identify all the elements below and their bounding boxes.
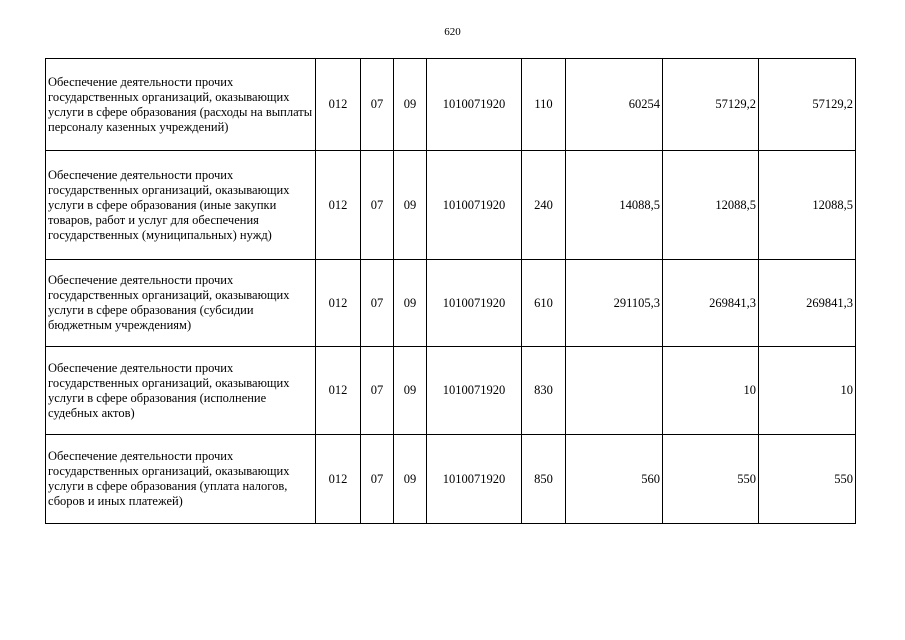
- amount-1-cell: 560: [566, 435, 663, 524]
- subsection-code-cell: 09: [394, 260, 427, 347]
- amount-1-cell: 14088,5: [566, 151, 663, 260]
- amount-2-cell: 12088,5: [663, 151, 759, 260]
- table-row: [46, 151, 856, 260]
- section-code-cell: 07: [361, 59, 394, 151]
- page-number: 620: [444, 26, 461, 38]
- target-article-cell: 1010071920: [427, 347, 522, 435]
- expense-type-cell: 240: [522, 151, 566, 260]
- expense-type-cell: 110: [522, 59, 566, 151]
- amount-1-cell: 60254: [566, 59, 663, 151]
- subsection-code-cell: 09: [394, 347, 427, 435]
- target-article-cell: 1010071920: [427, 435, 522, 524]
- description-cell: Обеспечение деятельности прочих государственных организаций, оказывающих услуги в сфере образования (субсидии бюджетным учреждениям): [46, 260, 316, 347]
- ministry-code-cell: 012: [316, 435, 361, 524]
- section-code-cell: 07: [361, 151, 394, 260]
- amount-2-cell: 10: [663, 347, 759, 435]
- subsection-code-cell: 09: [394, 151, 427, 260]
- amount-3-cell: 57129,2: [759, 59, 856, 151]
- target-article-cell: 1010071920: [427, 260, 522, 347]
- expense-type-cell: 830: [522, 347, 566, 435]
- description-cell: Обеспечение деятельности прочих государственных организаций, оказывающих услуги в сфере образования (уплата налогов, сборов и иных платежей): [46, 435, 316, 524]
- description-cell: Обеспечение деятельности прочих государственных организаций, оказывающих услуги в сфере образования (иные закупки товаров, работ и услуг для обеспечения государственных (муниципальных) нужд): [46, 151, 316, 260]
- table-row: [46, 435, 856, 524]
- amount-2-cell: 550: [663, 435, 759, 524]
- section-code-cell: 07: [361, 260, 394, 347]
- target-article-cell: 1010071920: [427, 59, 522, 151]
- ministry-code-cell: 012: [316, 151, 361, 260]
- amount-1-cell: 291105,3: [566, 260, 663, 347]
- ministry-code-cell: 012: [316, 347, 361, 435]
- section-code-cell: 07: [361, 347, 394, 435]
- table-row: [46, 347, 856, 435]
- amount-3-cell: 269841,3: [759, 260, 856, 347]
- table-row: [46, 260, 856, 347]
- expense-type-cell: 850: [522, 435, 566, 524]
- expense-type-cell: 610: [522, 260, 566, 347]
- amount-2-cell: 269841,3: [663, 260, 759, 347]
- amount-3-cell: 550: [759, 435, 856, 524]
- subsection-code-cell: 09: [394, 59, 427, 151]
- amount-2-cell: 57129,2: [663, 59, 759, 151]
- amount-3-cell: 10: [759, 347, 856, 435]
- ministry-code-cell: 012: [316, 260, 361, 347]
- ministry-code-cell: 012: [316, 59, 361, 151]
- description-cell: Обеспечение деятельности прочих государственных организаций, оказывающих услуги в сфере образования (исполнение судебных актов): [46, 347, 316, 435]
- section-code-cell: 07: [361, 435, 394, 524]
- amount-3-cell: 12088,5: [759, 151, 856, 260]
- amount-1-cell: [566, 347, 663, 435]
- table-row: [46, 59, 856, 151]
- budget-table: [45, 58, 856, 524]
- target-article-cell: 1010071920: [427, 151, 522, 260]
- description-cell: Обеспечение деятельности прочих государственных организаций, оказывающих услуги в сфере образования (расходы на выплаты персоналу казенных учреждений): [46, 59, 316, 151]
- subsection-code-cell: 09: [394, 435, 427, 524]
